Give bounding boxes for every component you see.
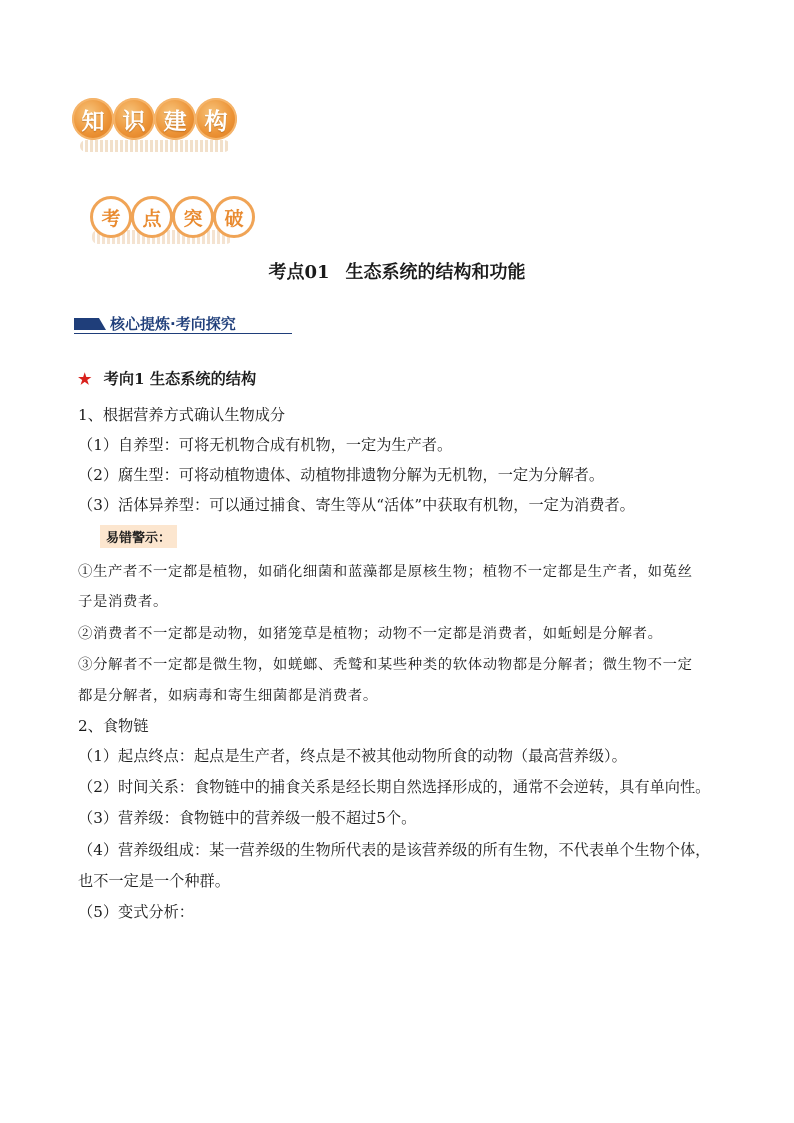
warning-item: ③分解者不一定都是微生物，如蜣螂、秃鹫和某些种类的软体动物都是分解者；微生物不一定 <box>78 657 693 673</box>
badge-char: 识 <box>113 98 155 140</box>
paragraph: 也不一定是一个种群。 <box>78 872 230 890</box>
badge-char: 破 <box>213 196 255 238</box>
warning-label: 易错警示： <box>100 525 177 548</box>
title-text: 生态系统的结构和功能 <box>345 262 526 283</box>
star-icon: ★ <box>78 370 92 388</box>
warning-item: ①生产者不一定都是植物，如硝化细菌和蓝藻都是原核生物；植物不一定都是生产者，如菟丝 <box>78 564 693 580</box>
heading-1: 1、根据营养方式确认生物成分 <box>78 406 286 424</box>
heading-2: 2、食物链 <box>78 717 149 735</box>
paragraph: （5）变式分析： <box>78 903 194 921</box>
section-header-text: 核心提炼·考向探究 <box>110 315 236 333</box>
knowledge-structure-badge <box>72 98 236 146</box>
paragraph: （1）起点终点：起点是生产者，终点是不被其他动物所食的动物（最高营养级）。 <box>78 747 627 765</box>
paragraph: （1）自养型：可将无机物合成有机物，一定为生产者。 <box>78 436 453 454</box>
badge-char: 突 <box>172 196 214 238</box>
warning-item: 都是分解者，如病毒和寄生细菌都是消费者。 <box>78 688 378 704</box>
exam-points-badge <box>90 196 254 236</box>
badge-char: 点 <box>131 196 173 238</box>
badge-char: 建 <box>154 98 196 140</box>
warning-item: 子是消费者。 <box>78 594 168 610</box>
page-title <box>0 258 794 284</box>
paragraph: （2）腐生型：可将动植物遗体、动植物排遗物分解为无机物，一定为分解者。 <box>78 466 605 484</box>
section-underline <box>74 333 292 334</box>
badge-char: 构 <box>195 98 237 140</box>
section-header <box>74 313 292 335</box>
paragraph: （3）活体异养型：可以通过捕食、寄生等从“活体”中获取有机物，一定为消费者。 <box>78 496 635 514</box>
direction-heading <box>78 368 256 389</box>
badge-char: 考 <box>90 196 132 238</box>
title-label: 考点01 <box>268 262 330 283</box>
badge-char: 知 <box>72 98 114 140</box>
paragraph: （4）营养级组成：某一营养级的生物所代表的是该营养级的所有生物，不代表单个生物个体， <box>78 841 711 859</box>
section-bar-icon <box>74 318 106 330</box>
paragraph: （2）时间关系：食物链中的捕食关系是经长期自然选择形成的，通常不会逆转，具有单向性。 <box>78 778 711 796</box>
warning-item: ②消费者不一定都是动物，如猪笼草是植物；动物不一定都是消费者，如蚯蚓是分解者。 <box>78 626 663 642</box>
paragraph: （3）营养级：食物链中的营养级一般不超过5个。 <box>78 809 417 827</box>
direction-text: 考向1 生态系统的结构 <box>103 370 257 388</box>
